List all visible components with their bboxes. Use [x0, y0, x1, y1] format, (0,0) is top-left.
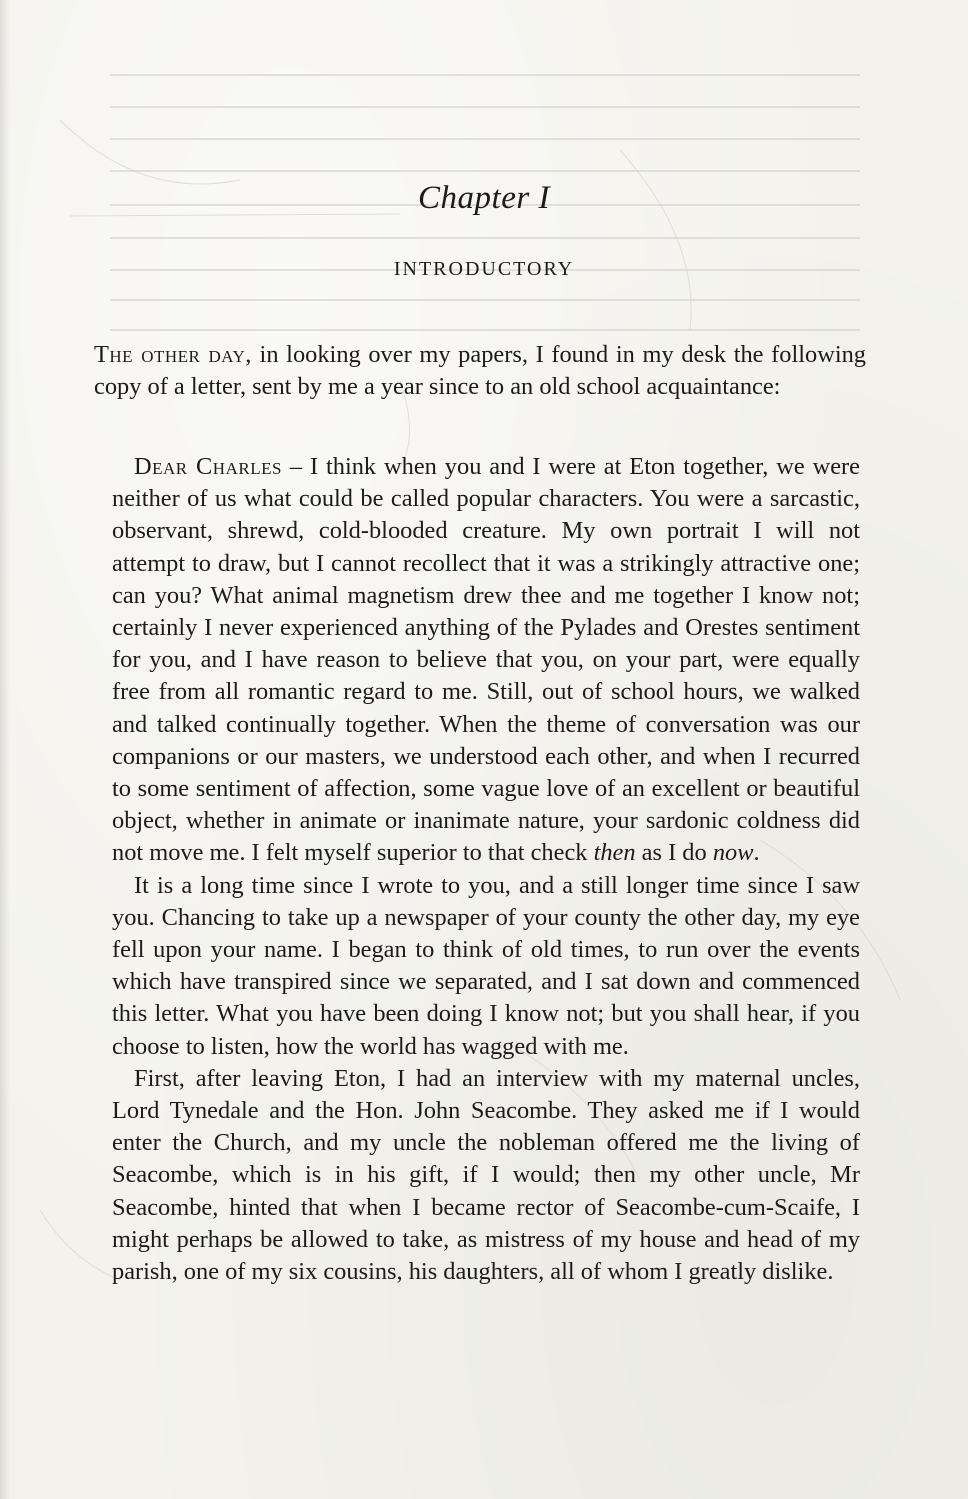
- letter-p1-em-then: then: [593, 839, 636, 867]
- opening-paragraph: [94, 339, 866, 403]
- letter-paragraph-3: First, after leaving Eton, I had an interview with my maternal uncles, Lord Tynedale and the Hon. John Seacombe. They asked me if I would enter the Church, and my uncle the nobleman offered me the living of Seacombe, which is in his gift, if I would; then my other uncle, Mr Seacombe, hinted that when I became rector of Seacombe-cum-Scaife, I might perhaps be allowed to take, as mistress of my house and head of my parish, one of my six cousins, his daughters, all of whom I greatly dislike.: [112, 1064, 860, 1286]
- letter-paragraph-2: It is a long time since I wrote to you, and a still longer time since I saw you. Chancing to take up a newspaper of your county the other day, my eye fell upon your name. I began to think of old times, to run over the events which have transpired since we separated, and I sat down and commenced this letter. What you have been doing I know not; but you shall hear, if you choose to listen, how the world has wagged with me.: [112, 871, 860, 1060]
- letter-block: [112, 451, 860, 1288]
- letter-p1-text-c: .: [753, 839, 760, 867]
- letter-p1-text-b: as I do: [635, 839, 713, 867]
- letter-p1-text-a: – I think when you and I were at Eton together, we were neither of us what could be called popular characters. You were a sarcastic, observant, shrewd, cold-blooded creature. My own portrait I will not attempt to draw, but I cannot recollect that it was a strikingly attractive one; can you? What animal magnetism drew thee and me together I know not; certainly I never experienced anything of the Pylades and Orestes sentiment for you, and I have reason to believe that you, on your part, were equally free from all romantic regard to me. Still, out of school hours, we walked and talked continually together. When the theme of conversation was our companions or our masters, we understood each other, and when I recurred to some sentiment of affection, some vague love of an excellent or beautiful object, whether in animate or inanimate nature, your sardonic coldness did not move me. I felt myself superior to that check: [112, 453, 860, 867]
- opening-text: in looking over my papers, I found in my desk the following copy of a letter, sent by me a year since to an old school acquaintance:: [94, 341, 866, 401]
- letter-paragraph-1: [112, 451, 860, 870]
- opening-lead-in: The other day,: [94, 341, 252, 368]
- letter-salutation: Dear Charles: [134, 453, 282, 480]
- chapter-title: Chapter I: [418, 180, 550, 216]
- chapter-subtitle: INTRODUCTORY: [393, 258, 575, 280]
- letter-p1-em-now: now: [712, 839, 754, 867]
